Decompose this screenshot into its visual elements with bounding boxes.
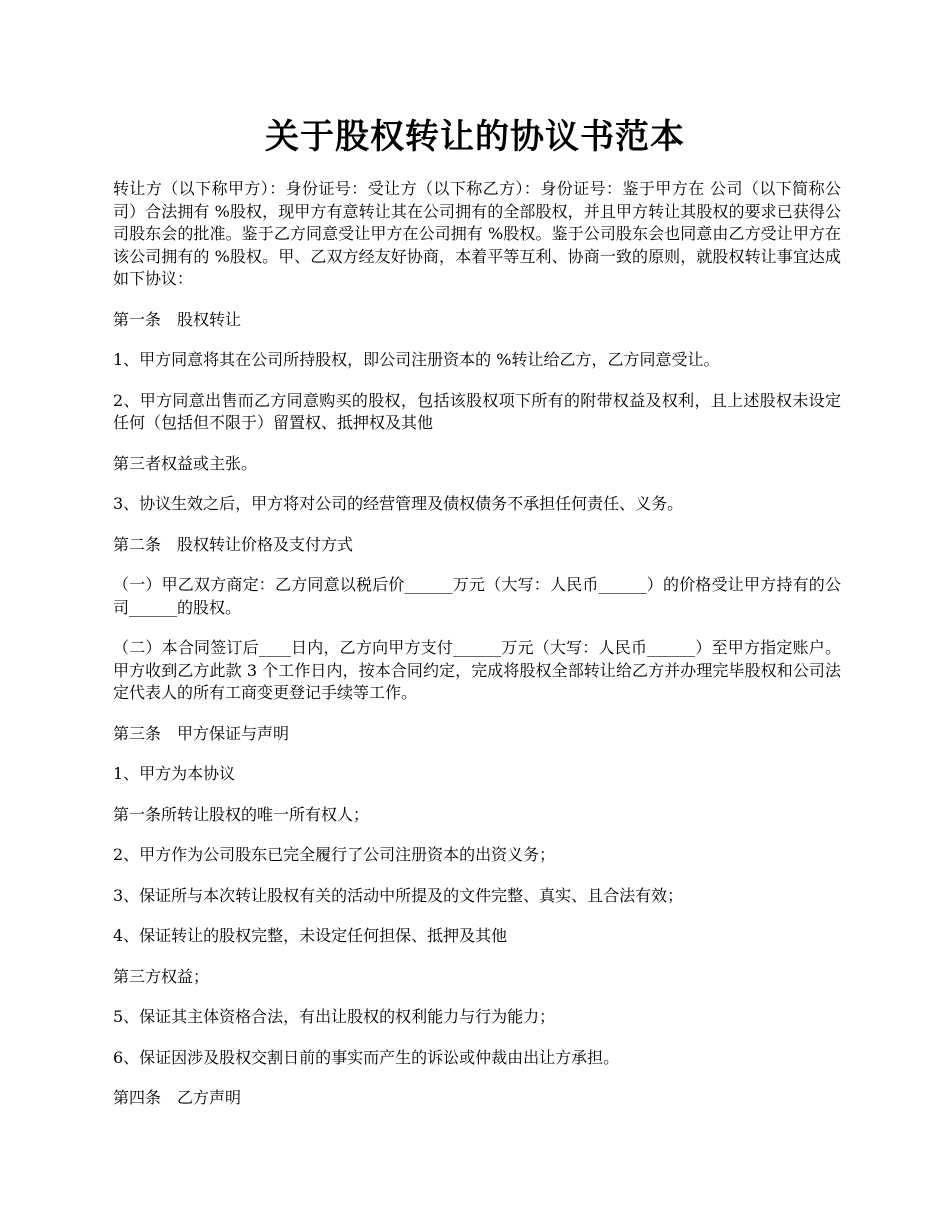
article-3-clause-2: 2、甲方作为公司股东已完全履行了公司注册资本的出资义务； xyxy=(113,845,556,864)
document-body xyxy=(113,178,841,1128)
document-title: 关于股权转让的协议书范本 xyxy=(265,117,685,157)
article-1-clause-2-continued: 第三者权益或主张。 xyxy=(113,453,258,473)
article-3-clause-6: 6、保证因涉及股权交割日前的事实而产生的诉讼或仲裁由出让方承担。 xyxy=(113,1047,620,1067)
preamble-paragraph: 转让方（以下称甲方）：身份证号：受让方（以下称乙方）：身份证号：鉴于甲方在 公司（以下简称公司）合法拥有 %股权，现甲方有意转让其在公司拥有的全部股权，并且甲方转让其股权的要求已获得公司股东会的批准。鉴于乙方同意受让甲方在公司拥有 %股权。鉴于公司股东会也同意由乙方受让甲方在该公司拥有的 %股权。甲、乙双方经友好协商，本着平等互利、协商一致的原则，就股权转让事宜达成如下协议： xyxy=(113,179,841,288)
article-3-clause-3: 3、保证所与本次转让股权有关的活动中所提及的文件完整、真实、且合法有效； xyxy=(113,885,684,905)
article-3-clause-5: 5、保证其主体资格合法，有出让股权的权利能力与行为能力； xyxy=(113,1007,556,1026)
article-2-heading: 第二条 股权转让价格及支付方式 xyxy=(113,534,354,554)
article-3-clause-1: 1、甲方为本协议 xyxy=(113,764,236,783)
article-3-heading: 第三条 甲方保证与声明 xyxy=(113,723,290,743)
article-3-clause-1-continued: 第一条所转让股权的唯一所有权人； xyxy=(113,804,370,824)
article-1-clause-3: 3、协议生效之后，甲方将对公司的经营管理及债权债务不承担任何责任、义务。 xyxy=(113,494,684,513)
article-1-clause-2: 2、甲方同意出售而乙方同意购买的股权，包括该股权项下所有的附带权益及权利，且上述股权未设定任何（包括但不限于）留置权、抵押权及其他 xyxy=(113,390,841,432)
article-3-clause-4-continued: 第三方权益； xyxy=(113,966,210,986)
article-2-item-1: （一）甲乙双方商定：乙方同意以税后价______万元（大写：人民币______）的价格受让甲方持有的公司______的股权。 xyxy=(113,575,841,617)
article-2-item-2: （二）本合同签订后____日内，乙方向甲方支付______万元（大写：人民币______）至甲方指定账户。甲方收到乙方此款 3 个工作日内，按本合同约定，完成将股权全部转让给乙方并办理完毕股权和公司法定代表人的所有工商变更登记手续等工作。 xyxy=(113,638,841,702)
article-1-heading: 第一条 股权转让 xyxy=(113,309,242,329)
article-4-heading: 第四条 乙方声明 xyxy=(113,1088,242,1107)
article-1-clause-1: 1、甲方同意将其在公司所持股权，即公司注册资本的 %转让给乙方，乙方同意受让。 xyxy=(113,350,720,369)
article-3-clause-4: 4、保证转让的股权完整，未设定任何担保、抵押及其他 xyxy=(113,926,508,945)
